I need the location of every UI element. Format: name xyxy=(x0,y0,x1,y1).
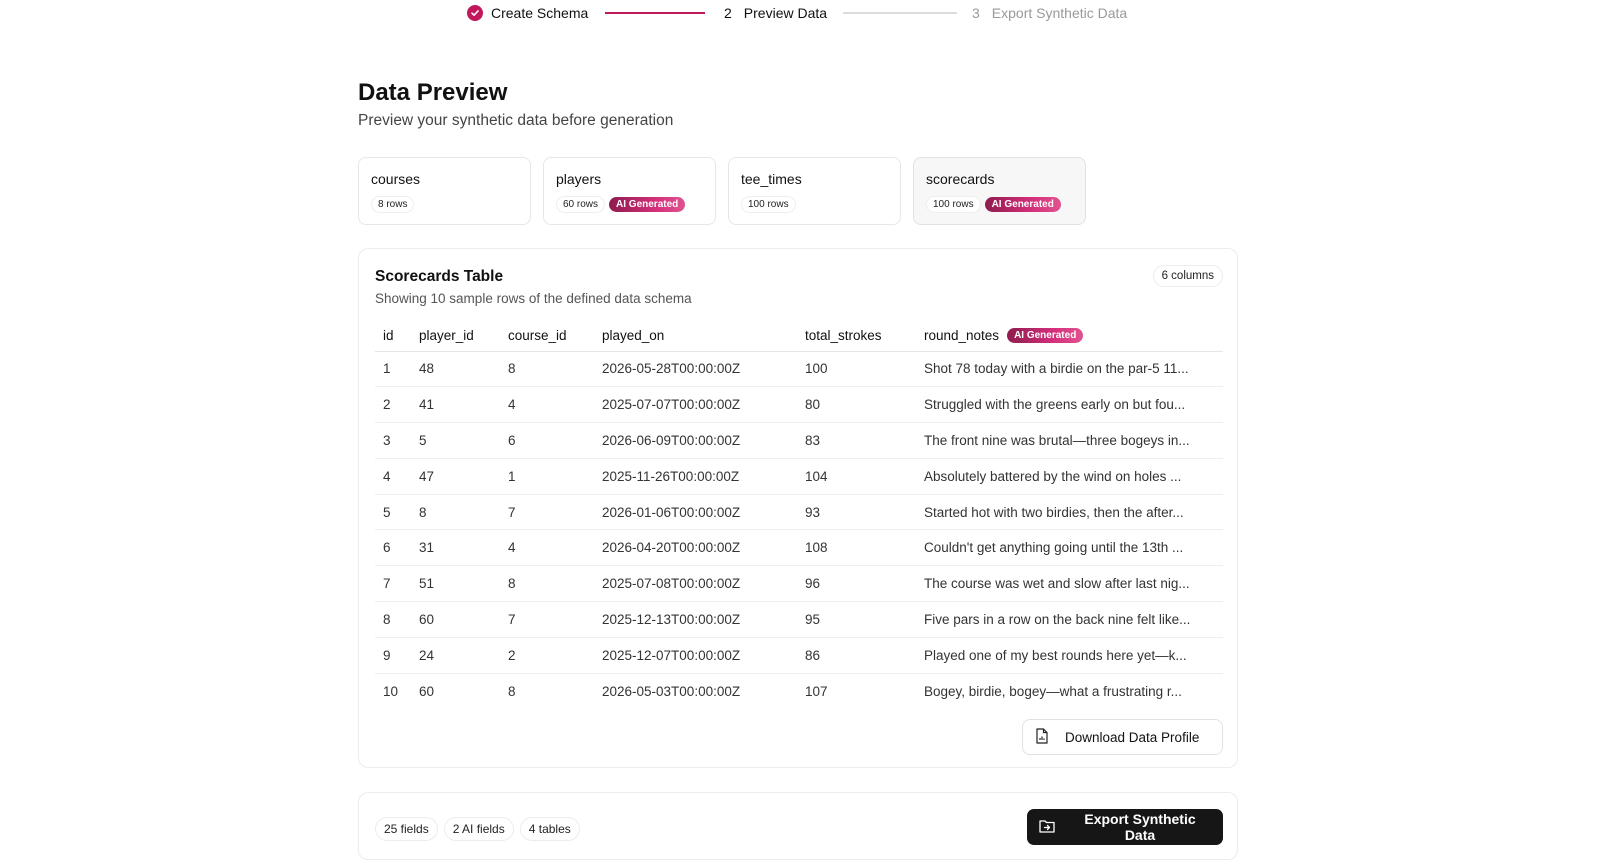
cell-player-id: 31 xyxy=(411,530,500,566)
cell-total-strokes: 108 xyxy=(797,530,916,566)
cell-round-notes: Bogey, birdie, bogey—what a frustrating r... xyxy=(924,683,1182,699)
cell-course-id: 4 xyxy=(500,387,594,423)
cell-course-id: 2 xyxy=(500,637,594,673)
ai-generated-badge: AI Generated xyxy=(609,197,685,212)
cell-played-on: 2025-12-07T00:00:00Z xyxy=(594,637,797,673)
column-count-badge: 6 columns xyxy=(1153,265,1223,287)
column-header-round-notes xyxy=(916,321,1223,351)
ai-generated-badge: AI Generated xyxy=(1007,328,1083,343)
cell-player-id: 60 xyxy=(411,602,500,638)
download-button-label: Download Data Profile xyxy=(1065,729,1200,745)
table-card-name: players xyxy=(556,171,602,187)
table-row xyxy=(375,351,1223,387)
table-row xyxy=(375,387,1223,423)
cell-total-strokes: 104 xyxy=(797,458,916,494)
cell-course-id: 8 xyxy=(508,683,516,699)
table-card-name: courses xyxy=(371,171,421,187)
tables-count-badge: 4 tables xyxy=(520,817,580,841)
cell-round-notes: Struggled with the greens early on but fou... xyxy=(916,387,1223,423)
step-label: Preview Data xyxy=(743,5,828,21)
progress-stepper xyxy=(0,0,1600,28)
cell-course-id: 8 xyxy=(500,351,594,387)
table-row xyxy=(375,530,1223,566)
cell-player-id: 24 xyxy=(411,637,500,673)
cell-id: 7 xyxy=(375,566,411,602)
page-title: Data Preview xyxy=(358,79,508,106)
cell-round-notes: The course was wet and slow after last nig... xyxy=(916,566,1223,602)
step-export-data[interactable] xyxy=(972,5,1127,21)
column-header: id xyxy=(375,321,411,351)
cell-player-id: 41 xyxy=(411,387,500,423)
step-label: Create Schema xyxy=(491,5,589,21)
table-row xyxy=(375,673,1223,709)
column-header: played_on xyxy=(594,321,797,351)
table-row xyxy=(375,423,1223,459)
cell-round-notes: Played one of my best rounds here yet—k... xyxy=(916,637,1223,673)
cell-player-id: 48 xyxy=(411,351,500,387)
preview-data-table xyxy=(375,321,1223,709)
cell-played-on: 2026-04-20T00:00:00Z xyxy=(594,530,797,566)
cell-round-notes: Couldn't get anything going until the 13th ... xyxy=(916,530,1223,566)
cell-round-notes: Five pars in a row on the back nine felt like... xyxy=(916,602,1223,638)
cell-total-strokes: 80 xyxy=(797,387,916,423)
cell-played-on: 2025-07-07T00:00:00Z xyxy=(594,387,797,423)
cell-played-on: 2026-05-03T00:00:00Z xyxy=(602,683,741,699)
cell-played-on: 2025-12-13T00:00:00Z xyxy=(594,602,797,638)
table-preview-panel xyxy=(358,248,1238,768)
cell-id: 1 xyxy=(375,351,411,387)
row-count-badge: 60 rows xyxy=(556,196,605,213)
cell-id: 5 xyxy=(375,494,411,530)
cell-total-strokes: 100 xyxy=(797,351,916,387)
step-number: 3 xyxy=(972,5,980,21)
step-create-schema[interactable] xyxy=(467,5,588,21)
table-row xyxy=(375,602,1223,638)
step-connector-complete xyxy=(605,12,705,14)
cell-total-strokes: 95 xyxy=(797,602,916,638)
ai-generated-badge: AI Generated xyxy=(985,197,1061,212)
table-card-tee-times[interactable] xyxy=(728,157,901,225)
row-count-badge: 8 rows xyxy=(371,196,414,213)
download-data-profile-button[interactable] xyxy=(1022,719,1223,755)
cell-played-on: 2026-06-09T00:00:00Z xyxy=(594,423,797,459)
table-card-courses[interactable] xyxy=(358,157,531,225)
cell-player-id: 60 xyxy=(419,683,435,699)
fields-count-badge: 25 fields xyxy=(375,817,438,841)
cell-course-id: 7 xyxy=(500,494,594,530)
page-subtitle: Preview your synthetic data before generation xyxy=(358,112,674,129)
cell-player-id: 51 xyxy=(411,566,500,602)
cell-id: 2 xyxy=(375,387,411,423)
cell-total-strokes: 93 xyxy=(797,494,916,530)
preview-table-title: Scorecards Table xyxy=(375,268,504,285)
cell-played-on: 2026-05-28T00:00:00Z xyxy=(594,351,797,387)
cell-total-strokes: 86 xyxy=(797,637,916,673)
cell-player-id: 47 xyxy=(411,458,500,494)
step-connector-pending xyxy=(843,12,957,14)
cell-round-notes: Shot 78 today with a birdie on the par-5 11... xyxy=(916,351,1223,387)
check-circle-icon xyxy=(467,5,483,21)
cell-course-id: 8 xyxy=(500,566,594,602)
cell-course-id: 4 xyxy=(500,530,594,566)
cell-total-strokes: 107 xyxy=(805,683,828,699)
table-row xyxy=(375,494,1223,530)
cell-course-id: 6 xyxy=(500,423,594,459)
column-header: course_id xyxy=(500,321,594,351)
step-preview-data[interactable] xyxy=(724,5,827,21)
export-synthetic-data-button[interactable] xyxy=(1027,809,1223,845)
cell-id: 3 xyxy=(375,423,411,459)
cell-id: 4 xyxy=(375,458,411,494)
row-count-badge: 100 rows xyxy=(741,196,796,213)
schema-stats xyxy=(375,817,580,841)
column-header-label: round_notes xyxy=(924,328,1000,344)
table-card-name: tee_times xyxy=(741,171,802,187)
cell-course-id: 7 xyxy=(500,602,594,638)
cell-round-notes: Started hot with two birdies, then the after... xyxy=(916,494,1223,530)
summary-footer xyxy=(358,792,1238,860)
table-header-row xyxy=(375,321,1223,351)
export-button-label: Export Synthetic Data xyxy=(1084,811,1196,843)
file-chart-icon xyxy=(1035,728,1049,747)
cell-total-strokes: 96 xyxy=(797,566,916,602)
cell-round-notes: The front nine was brutal—three bogeys in... xyxy=(916,423,1223,459)
cell-course-id: 1 xyxy=(500,458,594,494)
table-card-name: scorecards xyxy=(926,171,995,187)
cell-total-strokes: 83 xyxy=(797,423,916,459)
cell-played-on: 2025-11-26T00:00:00Z xyxy=(594,458,797,494)
step-label: Export Synthetic Data xyxy=(991,5,1128,21)
table-row xyxy=(375,458,1223,494)
column-header: total_strokes xyxy=(797,321,916,351)
ai-fields-count-badge: 2 AI fields xyxy=(444,817,514,841)
cell-played-on: 2025-07-08T00:00:00Z xyxy=(594,566,797,602)
cell-id: 6 xyxy=(375,530,411,566)
cell-player-id: 8 xyxy=(411,494,500,530)
cell-round-notes: Absolutely battered by the wind on holes ... xyxy=(916,458,1223,494)
cell-id: 8 xyxy=(375,602,411,638)
cell-id: 10 xyxy=(383,683,399,699)
table-selector xyxy=(358,157,1086,225)
cell-player-id: 5 xyxy=(411,423,500,459)
preview-table-subtitle: Showing 10 sample rows of the defined data schema xyxy=(375,291,692,306)
table-card-players[interactable] xyxy=(543,157,716,225)
table-row xyxy=(375,637,1223,673)
table-card-scorecards[interactable] xyxy=(913,157,1086,225)
column-header: player_id xyxy=(411,321,500,351)
table-row xyxy=(375,566,1223,602)
cell-played-on: 2026-01-06T00:00:00Z xyxy=(594,494,797,530)
row-count-badge: 100 rows xyxy=(926,196,981,213)
step-number: 2 xyxy=(724,5,732,21)
cell-id: 9 xyxy=(375,637,411,673)
folder-export-icon xyxy=(1039,819,1055,836)
